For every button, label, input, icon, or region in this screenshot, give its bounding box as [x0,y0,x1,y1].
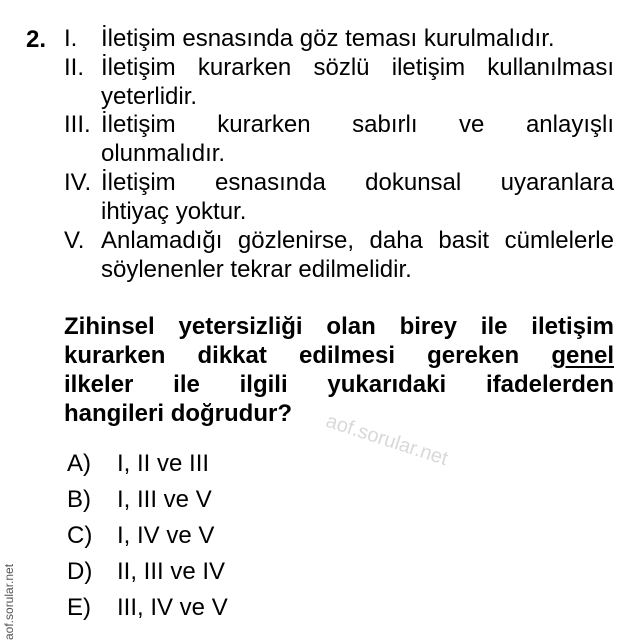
question-word: kurarken [64,342,166,369]
option-letter: C) [67,522,93,549]
option-text: I, III ve V [117,486,212,513]
option-b[interactable] [67,486,212,514]
question-word: ile [480,313,508,340]
statement-roman: IV. [64,169,92,196]
question-word: ifadelerden [485,371,614,398]
question-line [64,341,614,370]
statement-3 [64,110,614,168]
statement-5 [64,226,614,284]
statement-text: ihtiyaç yoktur. [101,198,247,225]
statement-roman: II. [64,54,85,81]
option-letter: B) [67,486,91,513]
question-word: edilmesi [298,342,396,369]
question-word: iletişim [531,313,614,340]
option-letter: D) [67,558,93,585]
statement-text: söylenenler tekrar edilmelidir. [101,256,412,283]
statement-text: yeterlidir. [101,83,198,110]
question-line-last: hangileri doğrudur? [64,400,292,427]
question-word: gereken [427,342,520,369]
watermark-side: aof.sorular.net [2,563,16,640]
question-word: ilgili [239,371,288,398]
question-word: yetersizliği [178,313,303,340]
option-letter: A) [67,450,91,477]
option-text: II, III ve IV [117,558,226,585]
option-text: I, II ve III [117,450,210,477]
statement-2 [64,53,614,111]
option-text: I, IV ve V [117,522,215,549]
underlined-word: genel [551,342,614,369]
question-word: olan [326,313,376,340]
statement-roman: V. [64,227,85,254]
question-stem [64,312,614,428]
statement-text: Anlamadığı gözlenirse, daha basit cümlelerle [101,227,614,254]
statement-roman: III. [64,111,91,138]
option-text: III, IV ve V [117,594,228,621]
statement-text: İletişim esnasında göz teması kurulmalıdır. [101,25,555,52]
question-word: Zihinsel [64,313,155,340]
statement-text: İletişim kurarken sabırlı ve anlayışlı [101,111,614,138]
question-word: yukarıdaki [327,371,447,398]
watermark-center: aof.sorular.net [323,410,451,471]
option-a[interactable] [67,450,209,478]
statement-roman: I. [64,25,78,52]
statement-text: olunmalıdır. [101,140,226,167]
statement-text: İletişim kurarken sözlü iletişim kullanılması [101,54,614,81]
question-number: 2. [26,26,47,53]
question-word: dikkat [197,342,267,369]
option-letter: E) [67,594,91,621]
question-word: birey [399,313,457,340]
option-d[interactable] [67,558,225,586]
question-line [64,312,614,341]
question-word: ilkeler [64,371,134,398]
statement-1 [64,24,614,53]
statement-text: İletişim esnasında dokunsal uyaranlara [101,169,614,196]
option-c[interactable] [67,522,214,550]
question-line [64,370,614,399]
option-e[interactable] [67,594,228,622]
question-word: ile [173,371,200,398]
statement-4 [64,168,614,226]
